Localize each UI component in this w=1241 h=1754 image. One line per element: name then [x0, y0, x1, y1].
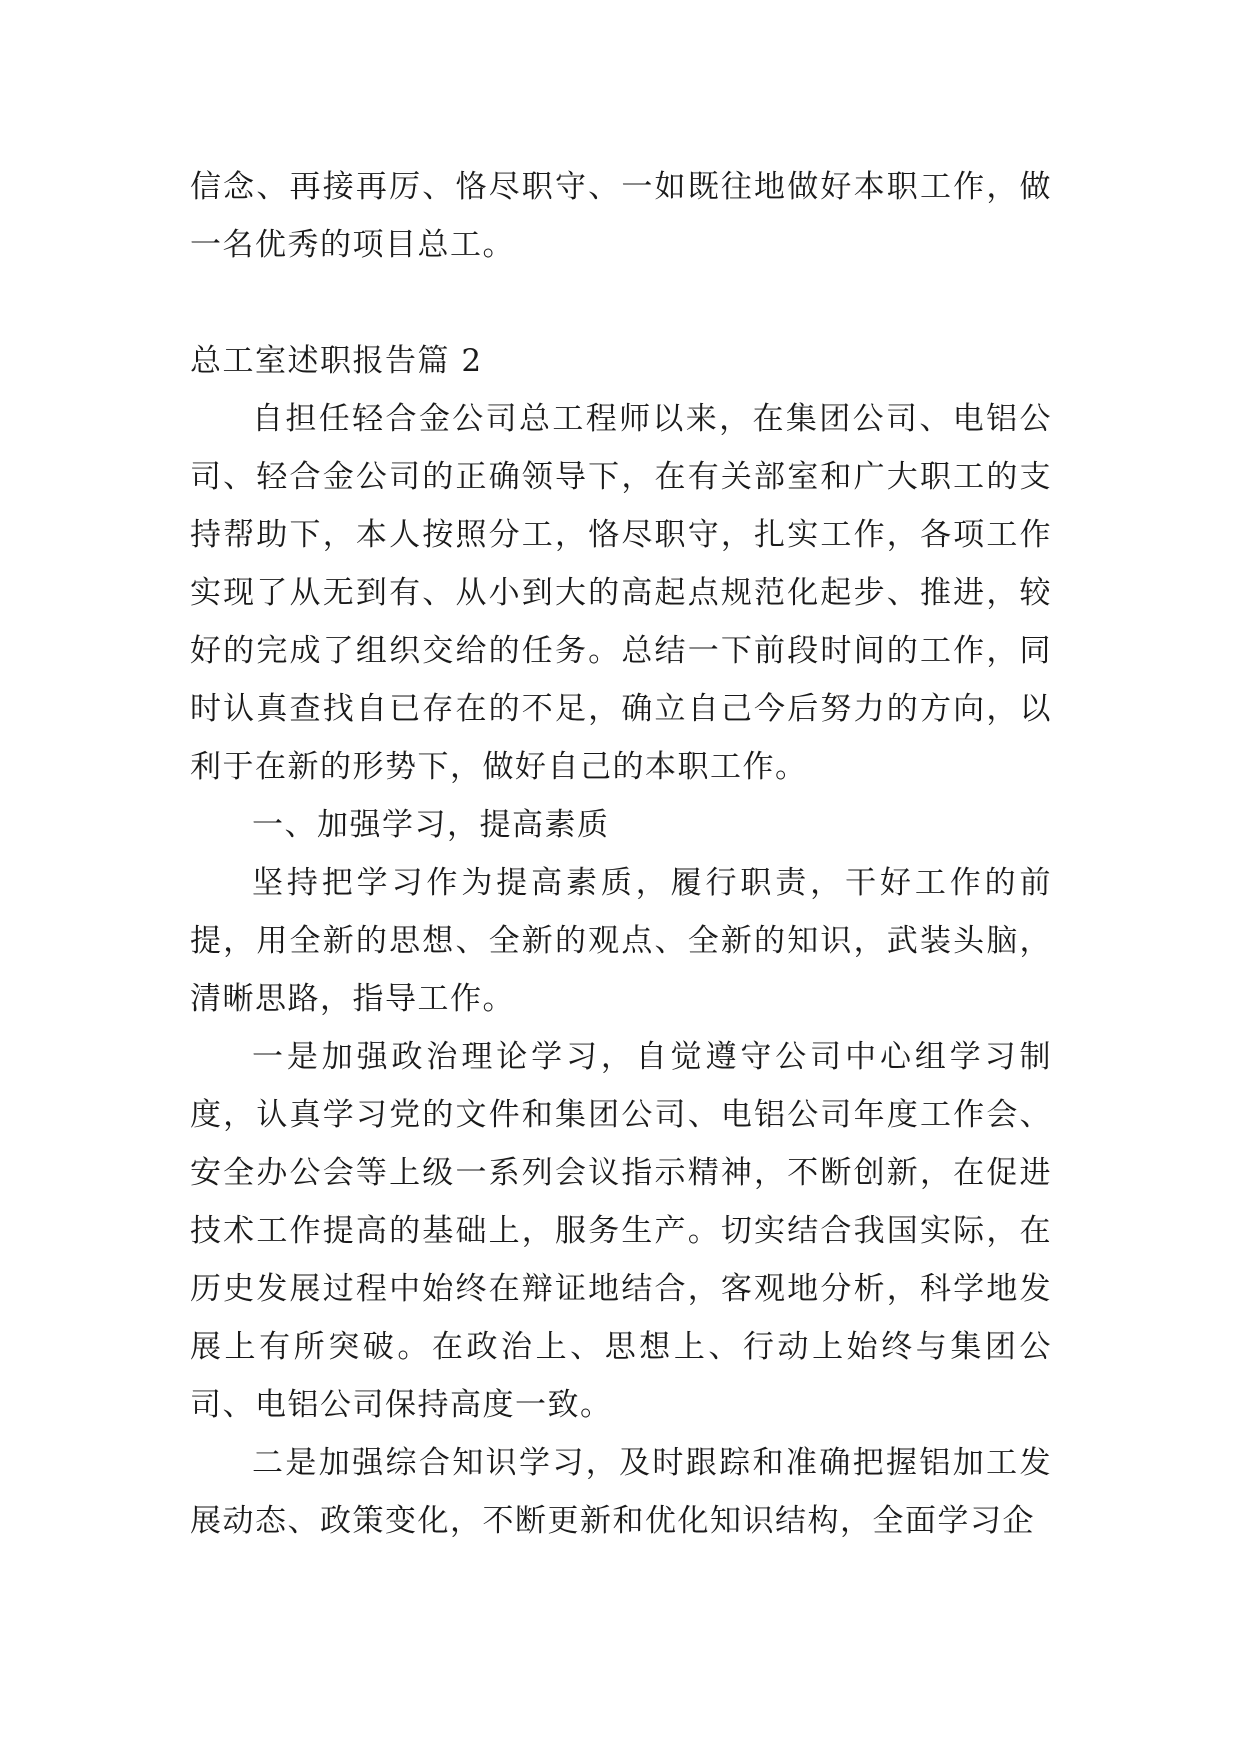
- study-paragraph: 坚持把学习作为提高素质，履行职责，干好工作的前提，用全新的思想、全新的观点、全新的知识，武装头脑，清晰思路，指导工作。: [190, 865, 1052, 1017]
- section-title: 总工室述职报告篇 2: [190, 343, 483, 379]
- document-page: [190, 158, 1052, 1550]
- intro-paragraph: 自担任轻合金公司总工程师以来，在集团公司、电铝公司、轻合金公司的正确领导下，在有关部室和广大职工的支持帮助下，本人按照分工，恪尽职守，扎实工作，各项工作实现了从无到有、从小到大的高起点规范化起步、推进，较好的完成了组织交给的任务。总结一下前段时间的工作，同时认真查找自已存在的不足，确立自己今后努力的方向，以利于在新的形势下，做好自己的本职工作。: [190, 401, 1052, 785]
- knowledge-study-paragraph: 二是加强综合知识学习，及时跟踪和准确把握铝加工发展动态、政策变化，不断更新和优化知识结构，全面学习企: [190, 1445, 1052, 1539]
- continuation-paragraph: 信念、再接再厉、恪尽职守、一如既往地做好本职工作，做一名优秀的项目总工。: [190, 169, 1052, 263]
- political-study-paragraph: 一是加强政治理论学习，自觉遵守公司中心组学习制度，认真学习党的文件和集团公司、电铝公司年度工作会、安全办公会等上级一系列会议指示精神，不断创新，在促进技术工作提高的基础上，服务生产。切实结合我国实际，在历史发展过程中始终在辩证地结合，客观地分析，科学地发展上有所突破。在政治上、思想上、行动上始终与集团公司、电铝公司保持高度一致。: [190, 1039, 1052, 1423]
- subheading-study: 一、加强学习，提高素质: [252, 807, 610, 843]
